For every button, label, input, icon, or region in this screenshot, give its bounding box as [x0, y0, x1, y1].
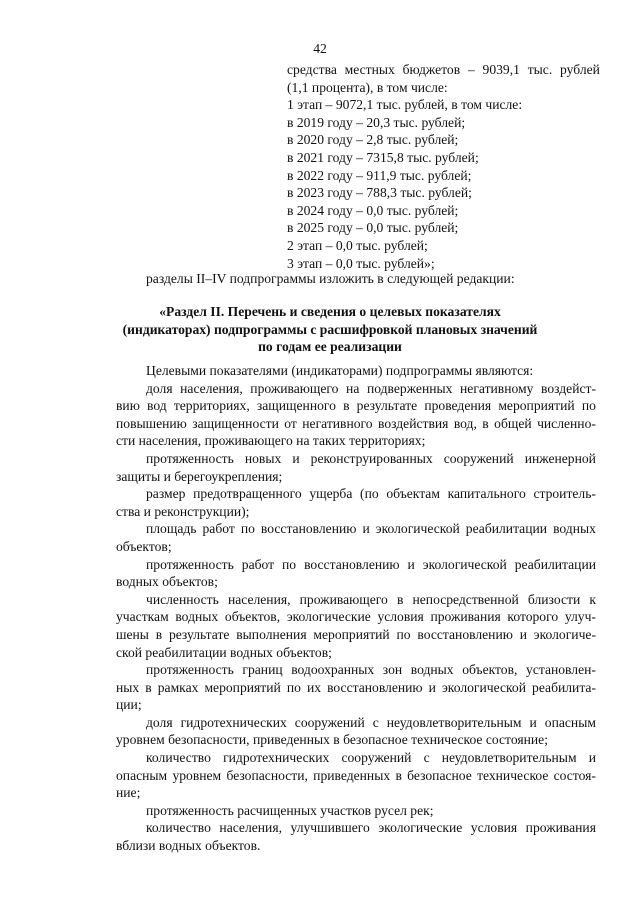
body-line: количество гидротехнических сооружений с неудовлетворительным и — [146, 750, 596, 766]
body-line: опасным уровнем безопасности, приведенных в безопасное техническое состоя- — [116, 767, 596, 783]
section-title-line: «Раздел II. Перечень и сведения о целевых показателях — [159, 304, 501, 319]
body-line: численность населения, проживающего в непосредственной близости к — [146, 591, 596, 607]
body-line: шены в результате выполнения мероприятий по восстановлению и экологиче- — [116, 626, 596, 642]
budget-line: в 2024 году – 0,0 тыс. рублей; — [287, 202, 459, 218]
body-line: вблизи водных объектов. — [116, 838, 261, 854]
budget-line: 2 этап – 0,0 тыс. рублей; — [287, 237, 428, 253]
budget-line: в 2023 году – 788,3 тыс. рублей; — [287, 185, 472, 201]
budget-line: в 2019 году – 20,3 тыс. рублей; — [287, 114, 466, 130]
intro-paragraph: разделы II–IV подпрограммы изложить в следующей редакции: — [146, 271, 515, 286]
section-title-line: (индикаторах) подпрограммы с расшифровкой плановых значений — [122, 321, 538, 337]
body-line: уровнем безопасности, приведенных в безопасное техническое состояние; — [116, 732, 548, 748]
body-line: протяженность работ по восстановлению и экологической реабилитации — [146, 556, 596, 572]
section-title-line: по годам ее реализации — [258, 339, 402, 355]
body-line: доля населения, проживающего на подверженных негативному воздейст- — [146, 380, 596, 396]
body-line: количество населения, улучшившего экологические условия проживания — [146, 820, 596, 836]
body-line: протяженность границ водоохранных зон водных объектов, установлен- — [146, 662, 596, 678]
budget-line: 3 этап – 0,0 тыс. рублей»; — [287, 255, 435, 271]
indicators-body — [116, 362, 596, 855]
body-line: размер предотвращенного ущерба (по объектам капитального строитель- — [146, 486, 596, 502]
body-line: ской реабилитации водных объектов; — [116, 644, 332, 660]
budget-funding-list — [287, 61, 600, 272]
budget-line: (1,1 процента), в том числе: — [287, 79, 448, 95]
body-line: ства и реконструкции); — [116, 503, 250, 519]
body-line: протяженность расчищенных участков русел рек; — [146, 802, 434, 818]
body-line: доля гидротехнических сооружений с неудовлетворительным и опасным — [146, 714, 596, 730]
body-line: площадь работ по восстановлению и экологической реабилитации водных — [146, 521, 596, 537]
body-line: ных в рамках мероприятий по их восстановлению и экологической реабилита- — [116, 679, 596, 695]
budget-line: средства местных бюджетов – 9039,1 тыс. рублей — [287, 62, 600, 77]
body-line: участкам водных объектов, экологические условия проживания которого улуч- — [116, 609, 596, 625]
budget-line: в 2021 году – 7315,8 тыс. рублей; — [287, 149, 479, 165]
body-line: водных объектов; — [116, 574, 218, 590]
budget-line: 1 этап – 9072,1 тыс. рублей, в том числе: — [287, 97, 523, 113]
body-line: защиты и берегоукрепления; — [116, 468, 283, 484]
page-number: 42 — [313, 41, 327, 56]
body-line: ции; — [116, 697, 142, 713]
body-line: Целевыми показателями (индикаторами) подпрограммы являются: — [146, 363, 534, 378]
body-line: ние; — [116, 785, 141, 801]
budget-line: в 2020 году – 2,8 тыс. рублей; — [287, 132, 459, 148]
body-line: объектов; — [116, 538, 172, 554]
body-line: вию вод территориях, защищенного в результате проведения мероприятий по — [116, 398, 596, 414]
budget-line: в 2022 году – 911,9 тыс. рублей; — [287, 167, 472, 183]
section-title — [110, 303, 550, 356]
budget-line: в 2025 году – 0,0 тыс. рублей; — [287, 220, 459, 236]
body-line: повышению защищенности от негативного воздействия вод, в общей численно- — [116, 415, 596, 431]
body-line: протяженность новых и реконструированных сооружений инженерной — [146, 450, 596, 466]
body-line: сти населения, проживающего на таких территориях; — [116, 433, 426, 449]
